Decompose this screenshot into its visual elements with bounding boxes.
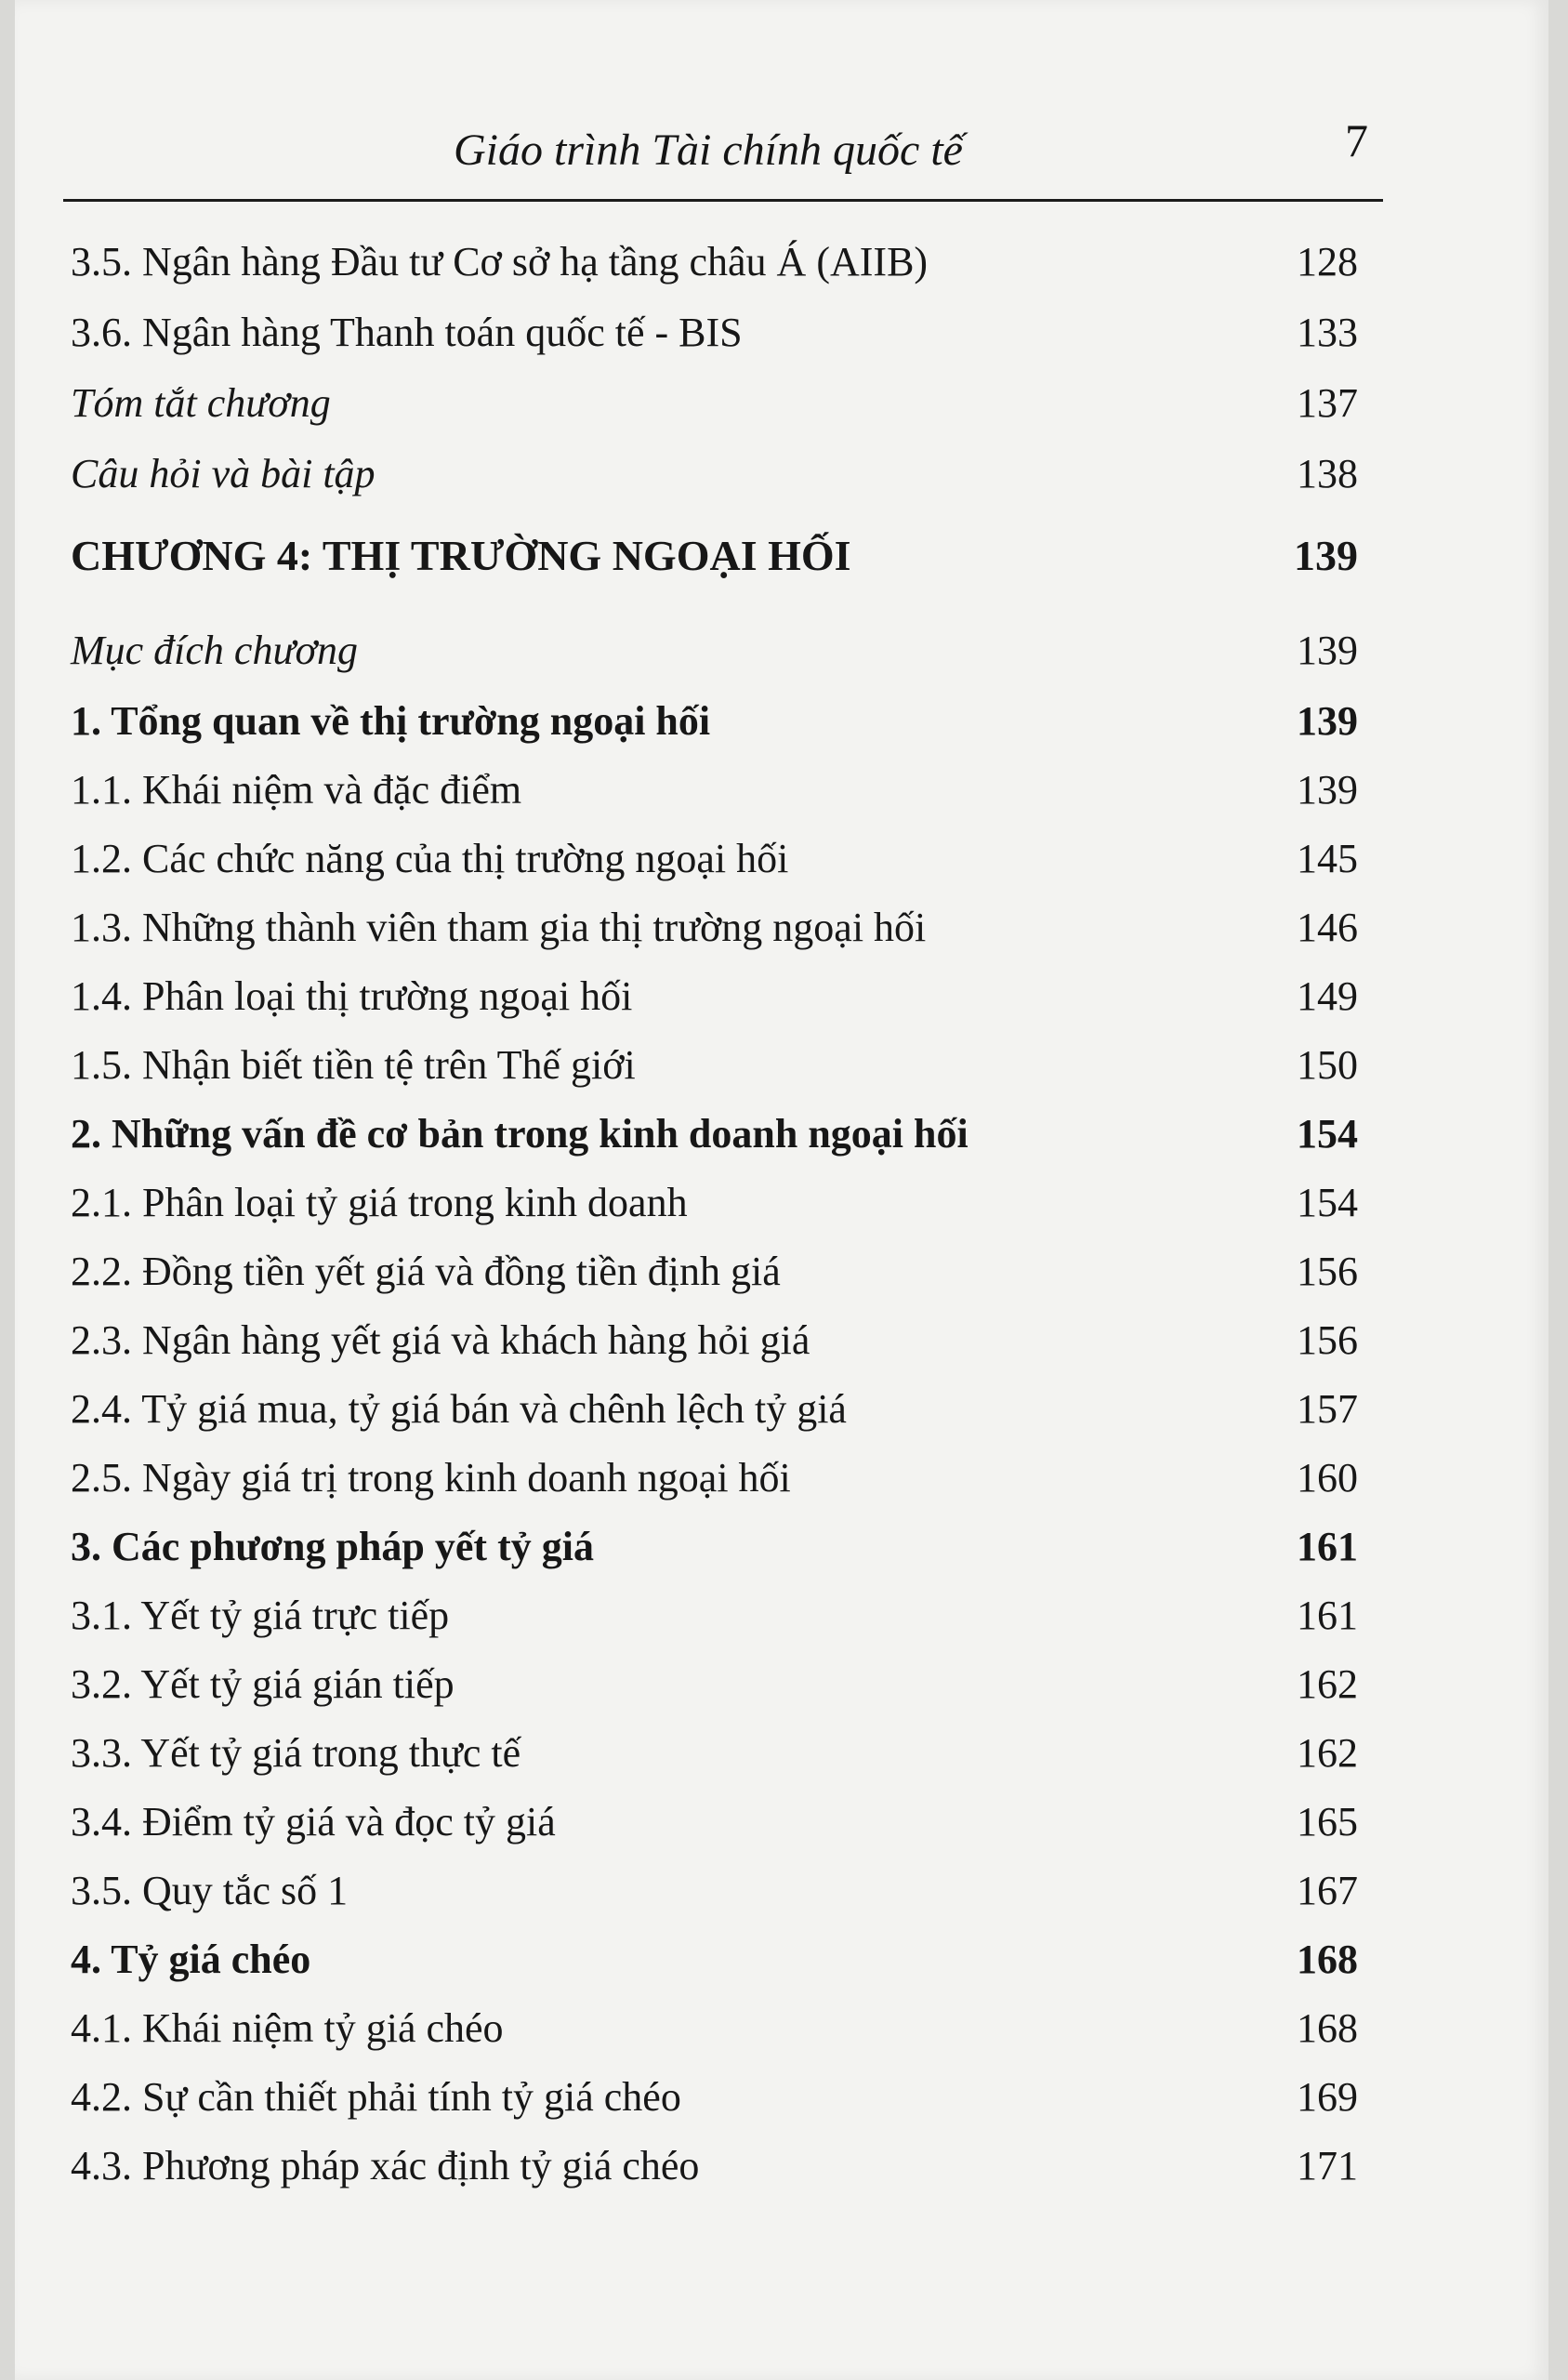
toc-chapter-heading (71, 528, 1358, 584)
toc-entry-title: 3.5. Quy tắc số 1 (71, 1868, 349, 1913)
toc-entry-title: 2.2. Đồng tiền yết giá và đồng tiền định giá (71, 1249, 781, 1294)
page-number: 7 (1345, 114, 1368, 166)
page-header (63, 110, 1383, 202)
toc-entry-title: 3.4. Điểm tỷ giá và đọc tỷ giá (71, 1799, 556, 1844)
toc-entry-page: 146 (1297, 905, 1358, 950)
toc-entry-page: 139 (1297, 767, 1358, 813)
toc-entry-title: 4.3. Phương pháp xác định tỷ giá chéo (71, 2143, 700, 2188)
toc-entry-title: 3.6. Ngân hàng Thanh toán quốc tế - BIS (71, 310, 743, 355)
toc-entry-title: 2.3. Ngân hàng yết giá và khách hàng hỏi giá (71, 1317, 810, 1363)
toc-entry-page: 138 (1297, 451, 1358, 496)
toc-entry-page: 139 (1297, 628, 1358, 673)
toc-entry-page: 128 (1297, 239, 1358, 284)
toc-entry-title: 2.1. Phân loại tỷ giá trong kinh doanh (71, 1180, 688, 1225)
toc-entry-title: Câu hỏi và bài tập (71, 451, 376, 496)
toc-entry-page: 168 (1297, 1937, 1358, 1982)
toc-section-heading (71, 1519, 1358, 1575)
toc-entry (71, 1313, 1358, 1368)
toc-section-heading (71, 1106, 1358, 1162)
toc-entry-page: 162 (1297, 1661, 1358, 1707)
toc-entry-page: 139 (1297, 698, 1358, 744)
toc-entry-page: 133 (1297, 310, 1358, 355)
toc-entry-title: 1.1. Khái niệm và đặc điểm (71, 767, 522, 813)
toc-entry (71, 1038, 1358, 1093)
toc-entry-page: 165 (1297, 1799, 1358, 1844)
toc-entry-page: 139 (1294, 532, 1358, 579)
toc-entry-title: 1. Tổng quan về thị trường ngoại hối (71, 698, 711, 744)
toc-entry-page: 154 (1297, 1180, 1358, 1225)
toc-entry-page: 168 (1297, 2005, 1358, 2051)
toc-entry-title: 1.4. Phân loại thị trường ngoại hối (71, 973, 633, 1019)
toc-entry-page: 161 (1297, 1593, 1358, 1638)
toc-entry (71, 1588, 1358, 1644)
toc-entry-page: 162 (1297, 1730, 1358, 1776)
toc-entry (71, 1863, 1358, 1919)
running-title: Giáo trình Tài chính quốc tế (454, 126, 963, 175)
toc-entry (71, 305, 1358, 361)
toc-entry-title: 3. Các phương pháp yết tỷ giá (71, 1524, 594, 1569)
toc-entry-title: 1.3. Những thành viên tham gia thị trường ngoại hối (71, 905, 927, 950)
toc-entry-page: 137 (1297, 380, 1358, 426)
toc-entry (71, 831, 1358, 887)
toc-entry-title: 2.5. Ngày giá trị trong kinh doanh ngoại hối (71, 1455, 791, 1501)
toc-entry (71, 234, 1358, 290)
toc-section-heading (71, 694, 1358, 749)
toc-entry-title: 3.2. Yết tỷ giá gián tiếp (71, 1661, 455, 1707)
toc-entry-page: 157 (1297, 1386, 1358, 1432)
toc-entry-title: CHƯƠNG 4: THỊ TRƯỜNG NGOẠI HỐI (71, 532, 851, 579)
toc-entry-page: 156 (1297, 1317, 1358, 1363)
toc-entry-page: 167 (1297, 1868, 1358, 1913)
toc-entry-page: 149 (1297, 973, 1358, 1019)
toc-entry-title: Mục đích chương (71, 628, 358, 673)
toc-entry (71, 1450, 1358, 1506)
toc-entry (71, 2069, 1358, 2125)
book-page (15, 0, 1548, 2380)
toc-entry (71, 1657, 1358, 1712)
toc-section-heading (71, 1932, 1358, 1988)
toc-entry-page: 145 (1297, 836, 1358, 881)
toc-entry (71, 2138, 1358, 2194)
toc-entry (71, 762, 1358, 818)
toc-entry-title: Tóm tắt chương (71, 380, 331, 426)
toc-entry-page: 161 (1297, 1524, 1358, 1569)
toc-entry-title: 4.2. Sự cần thiết phải tính tỷ giá chéo (71, 2074, 681, 2120)
toc-entry-page: 169 (1297, 2074, 1358, 2120)
toc-entry (71, 1794, 1358, 1850)
toc-entry-page: 154 (1297, 1111, 1358, 1157)
toc-entry-page: 171 (1297, 2143, 1358, 2188)
toc-entry-page: 156 (1297, 1249, 1358, 1294)
toc-entry-title: 2.4. Tỷ giá mua, tỷ giá bán và chênh lệch tỷ giá (71, 1386, 847, 1432)
toc-entry (71, 969, 1358, 1025)
toc-entry-title: 1.5. Nhận biết tiền tệ trên Thế giới (71, 1042, 636, 1088)
toc-entry-page: 150 (1297, 1042, 1358, 1088)
toc-entry-title: 3.3. Yết tỷ giá trong thực tế (71, 1730, 521, 1776)
toc-entry (71, 900, 1358, 956)
toc-entry-title: 2. Những vấn đề cơ bản trong kinh doanh ngoại hối (71, 1111, 968, 1157)
toc-entry (71, 1175, 1358, 1231)
toc-entry-title: 4.1. Khái niệm tỷ giá chéo (71, 2005, 504, 2051)
toc-entry (71, 2001, 1358, 2056)
toc-entry (71, 623, 1358, 679)
toc-entry (71, 1244, 1358, 1300)
toc-entry-title: 3.5. Ngân hàng Đầu tư Cơ sở hạ tầng châu Á (AIIB) (71, 239, 929, 284)
toc-entry (71, 1726, 1358, 1781)
toc-entry-title: 3.1. Yết tỷ giá trực tiếp (71, 1593, 450, 1638)
toc-entry (71, 446, 1358, 502)
toc-entry-page: 160 (1297, 1455, 1358, 1501)
toc-entry (71, 1382, 1358, 1437)
toc-entry-title: 4. Tỷ giá chéo (71, 1937, 311, 1982)
toc-entry (71, 376, 1358, 431)
toc-entry-title: 1.2. Các chức năng của thị trường ngoại hối (71, 836, 789, 881)
